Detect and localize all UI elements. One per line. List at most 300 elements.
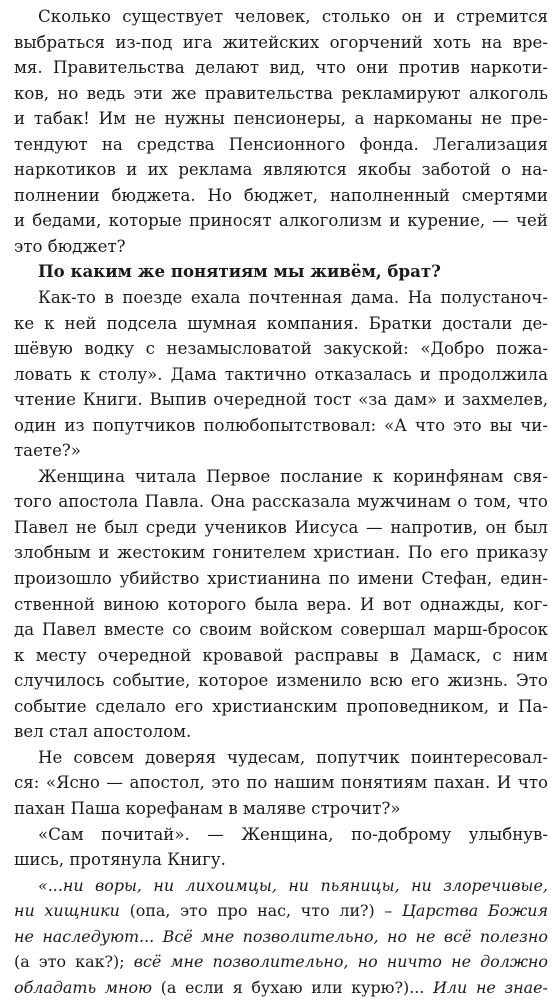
word: поезде bbox=[122, 288, 183, 308]
word: ственной bbox=[14, 594, 95, 614]
word: его bbox=[440, 543, 469, 563]
word: Или bbox=[433, 977, 468, 997]
word: вы bbox=[489, 415, 513, 435]
word: и bbox=[14, 211, 26, 231]
word: на- bbox=[521, 160, 548, 180]
text-line bbox=[14, 311, 548, 337]
word: стремится bbox=[456, 7, 548, 26]
word: почтенная bbox=[248, 288, 343, 308]
word: попутчиков bbox=[92, 415, 196, 435]
word: жизнь. bbox=[447, 671, 509, 691]
text-line bbox=[14, 362, 548, 388]
text-line bbox=[14, 873, 548, 899]
word: произошло bbox=[14, 569, 112, 589]
word: вместе bbox=[103, 620, 165, 640]
word: однажды, bbox=[419, 594, 505, 614]
word: тендуют bbox=[14, 134, 88, 154]
word: полустаноч- bbox=[440, 288, 548, 308]
paragraph bbox=[14, 822, 548, 873]
word: улыбнув- bbox=[468, 824, 548, 844]
word: ке bbox=[14, 313, 35, 333]
word: табак! bbox=[33, 109, 90, 129]
word: всю bbox=[369, 671, 403, 691]
word: правительства bbox=[204, 83, 334, 103]
word: Первое bbox=[206, 466, 271, 486]
word: была bbox=[254, 594, 299, 614]
word: — bbox=[207, 824, 224, 844]
word: мне bbox=[201, 926, 235, 946]
word: нас, bbox=[257, 901, 292, 921]
word: злоречивые, bbox=[443, 875, 548, 895]
line-text: вел стал апостолом. bbox=[14, 722, 192, 742]
word: поинтересовал- bbox=[410, 747, 548, 767]
word: о bbox=[501, 160, 512, 180]
text-line bbox=[14, 30, 548, 56]
word: полюбопытствовал: bbox=[203, 415, 377, 435]
word: Не bbox=[38, 747, 63, 767]
word: компания. bbox=[266, 313, 359, 333]
word: Правительства bbox=[52, 58, 185, 78]
text-line bbox=[14, 643, 548, 669]
word: я bbox=[232, 977, 243, 997]
word: вид, bbox=[269, 58, 306, 78]
word: но bbox=[357, 952, 378, 972]
word: (а bbox=[14, 952, 30, 972]
word: мною bbox=[104, 977, 152, 997]
word: якобы bbox=[357, 160, 412, 180]
text-line bbox=[14, 4, 548, 30]
word: Стефан, bbox=[421, 569, 493, 589]
word: нужны bbox=[164, 109, 225, 129]
word: пьяницы, bbox=[320, 875, 400, 895]
word: един- bbox=[500, 569, 548, 589]
scripture-quote bbox=[14, 873, 548, 1000]
word: не bbox=[14, 926, 34, 946]
word: чтение bbox=[14, 390, 76, 410]
word: случилось bbox=[14, 671, 105, 691]
word: его bbox=[410, 671, 440, 691]
text-line bbox=[14, 592, 548, 618]
word: того bbox=[14, 492, 52, 512]
word: приносят bbox=[188, 211, 272, 231]
word: он bbox=[401, 7, 423, 26]
paragraph bbox=[14, 4, 548, 259]
word: нашим bbox=[274, 773, 335, 793]
word: они bbox=[356, 58, 389, 78]
word: имени bbox=[357, 569, 414, 589]
word: существует bbox=[122, 7, 224, 26]
word: Павел bbox=[41, 620, 97, 640]
word: не bbox=[415, 926, 436, 946]
word: (опа, bbox=[129, 901, 171, 921]
word: наследуют... bbox=[42, 926, 155, 946]
word: незамысловатой bbox=[166, 339, 312, 359]
word: Сколько bbox=[38, 7, 111, 26]
word: войском bbox=[259, 620, 333, 640]
word: про bbox=[217, 901, 248, 921]
word: к bbox=[14, 645, 25, 665]
word: И bbox=[360, 594, 375, 614]
word: своим bbox=[199, 620, 252, 640]
word: и bbox=[126, 160, 138, 180]
word: ехала bbox=[190, 288, 241, 308]
word: против bbox=[398, 58, 460, 78]
word: ся: bbox=[14, 773, 40, 793]
word: Дама bbox=[170, 364, 217, 384]
word: «Ясно bbox=[45, 773, 100, 793]
word: не bbox=[75, 517, 97, 537]
word: ведь bbox=[86, 83, 126, 103]
word: коринфянам bbox=[392, 466, 504, 486]
word: бухаю bbox=[251, 977, 303, 997]
text-line bbox=[14, 183, 548, 209]
word: огорчений bbox=[329, 32, 423, 52]
word: реклама bbox=[178, 160, 253, 180]
word: И bbox=[496, 773, 512, 793]
line-text: шись, протянула Книгу. bbox=[14, 850, 226, 870]
word: как?); bbox=[75, 952, 125, 972]
word: эти bbox=[133, 83, 163, 103]
paragraph bbox=[14, 745, 548, 822]
word: тактично bbox=[224, 364, 307, 384]
word: был bbox=[514, 517, 548, 537]
word: что bbox=[300, 901, 330, 921]
word: мужчинам bbox=[357, 492, 451, 512]
word: Па- bbox=[517, 696, 548, 716]
word: — bbox=[492, 211, 509, 231]
word: среди bbox=[145, 517, 197, 537]
text-line bbox=[14, 208, 548, 234]
word: очередной bbox=[213, 390, 307, 410]
word: не bbox=[451, 952, 471, 972]
word: не bbox=[481, 109, 503, 129]
word: в bbox=[389, 645, 399, 665]
word: из bbox=[64, 415, 85, 435]
word: человек, bbox=[234, 7, 311, 26]
text-line bbox=[14, 898, 548, 924]
text-line bbox=[14, 719, 548, 745]
word: ига bbox=[182, 32, 213, 52]
word: шумная bbox=[187, 313, 257, 333]
word: читала bbox=[134, 466, 197, 486]
word: из-под bbox=[115, 32, 173, 52]
text-line bbox=[14, 515, 548, 541]
word: и bbox=[497, 696, 510, 716]
word: Пенсионного bbox=[228, 134, 346, 154]
text-line bbox=[14, 259, 548, 285]
word: свя- bbox=[513, 466, 548, 486]
word: дама. bbox=[350, 288, 400, 308]
word: позволительно, bbox=[212, 952, 349, 972]
word: Божия bbox=[487, 901, 548, 921]
word: христианина bbox=[207, 569, 321, 589]
line-text: это бюджет? bbox=[14, 236, 126, 256]
word: — bbox=[366, 517, 383, 537]
text-line bbox=[14, 464, 548, 490]
word: это bbox=[211, 773, 240, 793]
word: это bbox=[453, 415, 482, 435]
word: рекламируют bbox=[341, 83, 461, 103]
word: алкоголизм bbox=[278, 211, 382, 231]
word: мя. bbox=[14, 58, 43, 78]
word: Дамаск, bbox=[410, 645, 482, 665]
word: подсела bbox=[106, 313, 178, 333]
word: что bbox=[414, 415, 446, 435]
word: к bbox=[80, 364, 91, 384]
word: марш-бросок bbox=[433, 620, 548, 640]
word: «Сам bbox=[38, 824, 84, 844]
word: Им bbox=[98, 109, 127, 129]
word: де- bbox=[522, 313, 548, 333]
word: был bbox=[104, 517, 139, 537]
word: выбраться bbox=[14, 32, 106, 52]
word: шёвую bbox=[14, 339, 73, 359]
word: а bbox=[354, 109, 365, 129]
word: на bbox=[101, 134, 123, 154]
word: напротив, bbox=[390, 517, 478, 537]
word: почитай». bbox=[101, 824, 190, 844]
word: по bbox=[246, 773, 268, 793]
word: христиан. bbox=[313, 543, 401, 563]
word: очередной bbox=[97, 645, 192, 665]
text-line bbox=[14, 285, 548, 311]
line-text: По каким же понятиям мы живём, брат? bbox=[38, 261, 441, 282]
word: средства bbox=[136, 134, 215, 154]
word: Легализация bbox=[432, 134, 548, 154]
word: о bbox=[457, 492, 468, 512]
word: ков, bbox=[14, 83, 49, 103]
text-line bbox=[14, 540, 548, 566]
word: на bbox=[481, 32, 503, 52]
word: Выпив bbox=[149, 390, 207, 410]
word: и bbox=[98, 543, 110, 563]
word: ли?) bbox=[339, 901, 375, 921]
word: На bbox=[407, 288, 433, 308]
word: вот bbox=[382, 594, 412, 614]
word: их bbox=[147, 160, 168, 180]
word: Иисуса bbox=[294, 517, 359, 537]
line-text: пахан Паша корефанам в маляве строчит?» bbox=[14, 798, 401, 818]
word: курение, bbox=[407, 211, 486, 231]
word: дам» bbox=[394, 390, 438, 410]
text-line bbox=[14, 668, 548, 694]
word: всё bbox=[443, 926, 472, 946]
word: По bbox=[407, 543, 433, 563]
word: которые bbox=[108, 211, 182, 231]
word: пенсионеры, bbox=[233, 109, 346, 129]
word: изменило bbox=[276, 671, 362, 691]
word: Всё bbox=[162, 926, 193, 946]
word: к bbox=[44, 313, 55, 333]
word: и bbox=[419, 364, 431, 384]
word: это bbox=[38, 952, 67, 972]
word: всё bbox=[133, 952, 162, 972]
text-line bbox=[14, 55, 548, 81]
text-line bbox=[14, 949, 548, 975]
word: Но bbox=[207, 185, 232, 205]
text-line bbox=[14, 745, 548, 771]
word: продолжила bbox=[438, 364, 548, 384]
word: являются bbox=[262, 160, 347, 180]
word: ничто bbox=[386, 952, 442, 972]
word: не bbox=[134, 109, 156, 129]
word: гонителем bbox=[212, 543, 306, 563]
text-line bbox=[14, 413, 548, 439]
text-line bbox=[14, 770, 548, 796]
word: тост bbox=[313, 390, 352, 410]
word: «...ни bbox=[38, 875, 84, 895]
word: к bbox=[372, 466, 384, 486]
word: наполненный bbox=[329, 185, 450, 205]
word: Книги. bbox=[82, 390, 143, 410]
word: пожа- bbox=[496, 339, 548, 359]
word: что bbox=[315, 58, 346, 78]
word: ни bbox=[288, 875, 310, 895]
word: хоть bbox=[433, 32, 471, 52]
word: полнении bbox=[14, 185, 100, 205]
word: (а bbox=[160, 977, 177, 997]
word: «Добро bbox=[420, 339, 485, 359]
word: чи- bbox=[520, 415, 548, 435]
word: Женщина bbox=[38, 466, 125, 486]
word: наркоти- bbox=[470, 58, 548, 78]
word: же bbox=[171, 83, 197, 103]
word: это bbox=[180, 901, 208, 921]
word: достали bbox=[442, 313, 513, 333]
word: событие bbox=[14, 696, 87, 716]
word: водку bbox=[84, 339, 135, 359]
text-line bbox=[14, 924, 548, 950]
word: которого bbox=[167, 594, 247, 614]
text-line bbox=[14, 822, 548, 848]
word: столько bbox=[321, 7, 391, 26]
word: пахан. bbox=[433, 773, 491, 793]
word: с bbox=[145, 339, 155, 359]
word: «за bbox=[358, 390, 388, 410]
word: один bbox=[14, 415, 57, 435]
word: расправы bbox=[294, 645, 379, 665]
word: он bbox=[485, 517, 507, 537]
word: житейских bbox=[222, 32, 320, 52]
word: и bbox=[444, 390, 456, 410]
word: но bbox=[387, 926, 408, 946]
word: приказу bbox=[476, 543, 548, 563]
word: и bbox=[14, 109, 26, 129]
word: Братки bbox=[368, 313, 433, 333]
section-heading bbox=[14, 259, 548, 285]
word: ни bbox=[153, 875, 175, 895]
word: «А bbox=[384, 415, 407, 435]
word: – bbox=[384, 901, 393, 921]
word: ним bbox=[512, 645, 548, 665]
word: Как-то bbox=[38, 288, 96, 308]
word: хищники bbox=[44, 901, 120, 921]
word: Она bbox=[210, 492, 246, 512]
word: понятиям bbox=[340, 773, 428, 793]
word: апостол, bbox=[129, 773, 205, 793]
text-line bbox=[14, 234, 548, 260]
word: совсем bbox=[73, 747, 134, 767]
text-line bbox=[14, 81, 548, 107]
word: если bbox=[185, 977, 225, 997]
word: позволительно, bbox=[242, 926, 379, 946]
word: смертями bbox=[461, 185, 548, 205]
word: послание bbox=[280, 466, 363, 486]
word: или bbox=[311, 977, 343, 997]
word: что bbox=[517, 492, 548, 512]
word: вера. bbox=[306, 594, 352, 614]
word: со bbox=[172, 620, 192, 640]
word: столу». bbox=[98, 364, 163, 384]
word: ког- bbox=[513, 594, 548, 614]
word: Это bbox=[516, 671, 548, 691]
word: событие, bbox=[112, 671, 191, 691]
word: рассказала bbox=[251, 492, 351, 512]
word: виною bbox=[103, 594, 160, 614]
word: обладать bbox=[14, 977, 97, 997]
word: наркоманы bbox=[373, 109, 473, 129]
text-line bbox=[14, 132, 548, 158]
word: месту bbox=[35, 645, 87, 665]
text-line bbox=[14, 975, 548, 1000]
word: наркотиков bbox=[14, 160, 116, 180]
word: заботой bbox=[421, 160, 491, 180]
word: чей bbox=[516, 211, 548, 231]
word: том, bbox=[473, 492, 512, 512]
book-page bbox=[14, 4, 548, 1000]
word: пре- bbox=[510, 109, 548, 129]
word: воры, bbox=[95, 875, 142, 895]
word: проповедником, bbox=[346, 696, 490, 716]
word: знае- bbox=[504, 977, 548, 997]
word: в bbox=[104, 288, 114, 308]
word: попутчик bbox=[316, 747, 400, 767]
word: по bbox=[328, 569, 350, 589]
word: — bbox=[106, 773, 123, 793]
word: с bbox=[492, 645, 502, 665]
word: его bbox=[174, 696, 204, 716]
text-line bbox=[14, 438, 548, 464]
word: фонда. bbox=[359, 134, 419, 154]
word: да bbox=[14, 620, 35, 640]
word: алкоголь bbox=[468, 83, 548, 103]
word: ни bbox=[411, 875, 432, 895]
word: бедами, bbox=[32, 211, 102, 231]
word: делают bbox=[195, 58, 260, 78]
word: Павла. bbox=[144, 492, 205, 512]
text-line bbox=[14, 847, 548, 873]
word: которое bbox=[198, 671, 269, 691]
word: что bbox=[517, 773, 548, 793]
word: бюджета. bbox=[111, 185, 196, 205]
paragraph bbox=[14, 285, 548, 464]
word: должно bbox=[480, 952, 548, 972]
word: чудесам, bbox=[226, 747, 306, 767]
text-line bbox=[14, 157, 548, 183]
word: полезно bbox=[479, 926, 548, 946]
text-line bbox=[14, 106, 548, 132]
text-line bbox=[14, 694, 548, 720]
word: закуской: bbox=[323, 339, 409, 359]
word: доверяя bbox=[145, 747, 216, 767]
word: лихоимцы, bbox=[185, 875, 277, 895]
text-line bbox=[14, 566, 548, 592]
word: мне bbox=[170, 952, 204, 972]
word: захмелев, bbox=[461, 390, 548, 410]
word: христианским bbox=[212, 696, 338, 716]
word: убийство bbox=[119, 569, 200, 589]
word: Павел bbox=[14, 517, 69, 537]
